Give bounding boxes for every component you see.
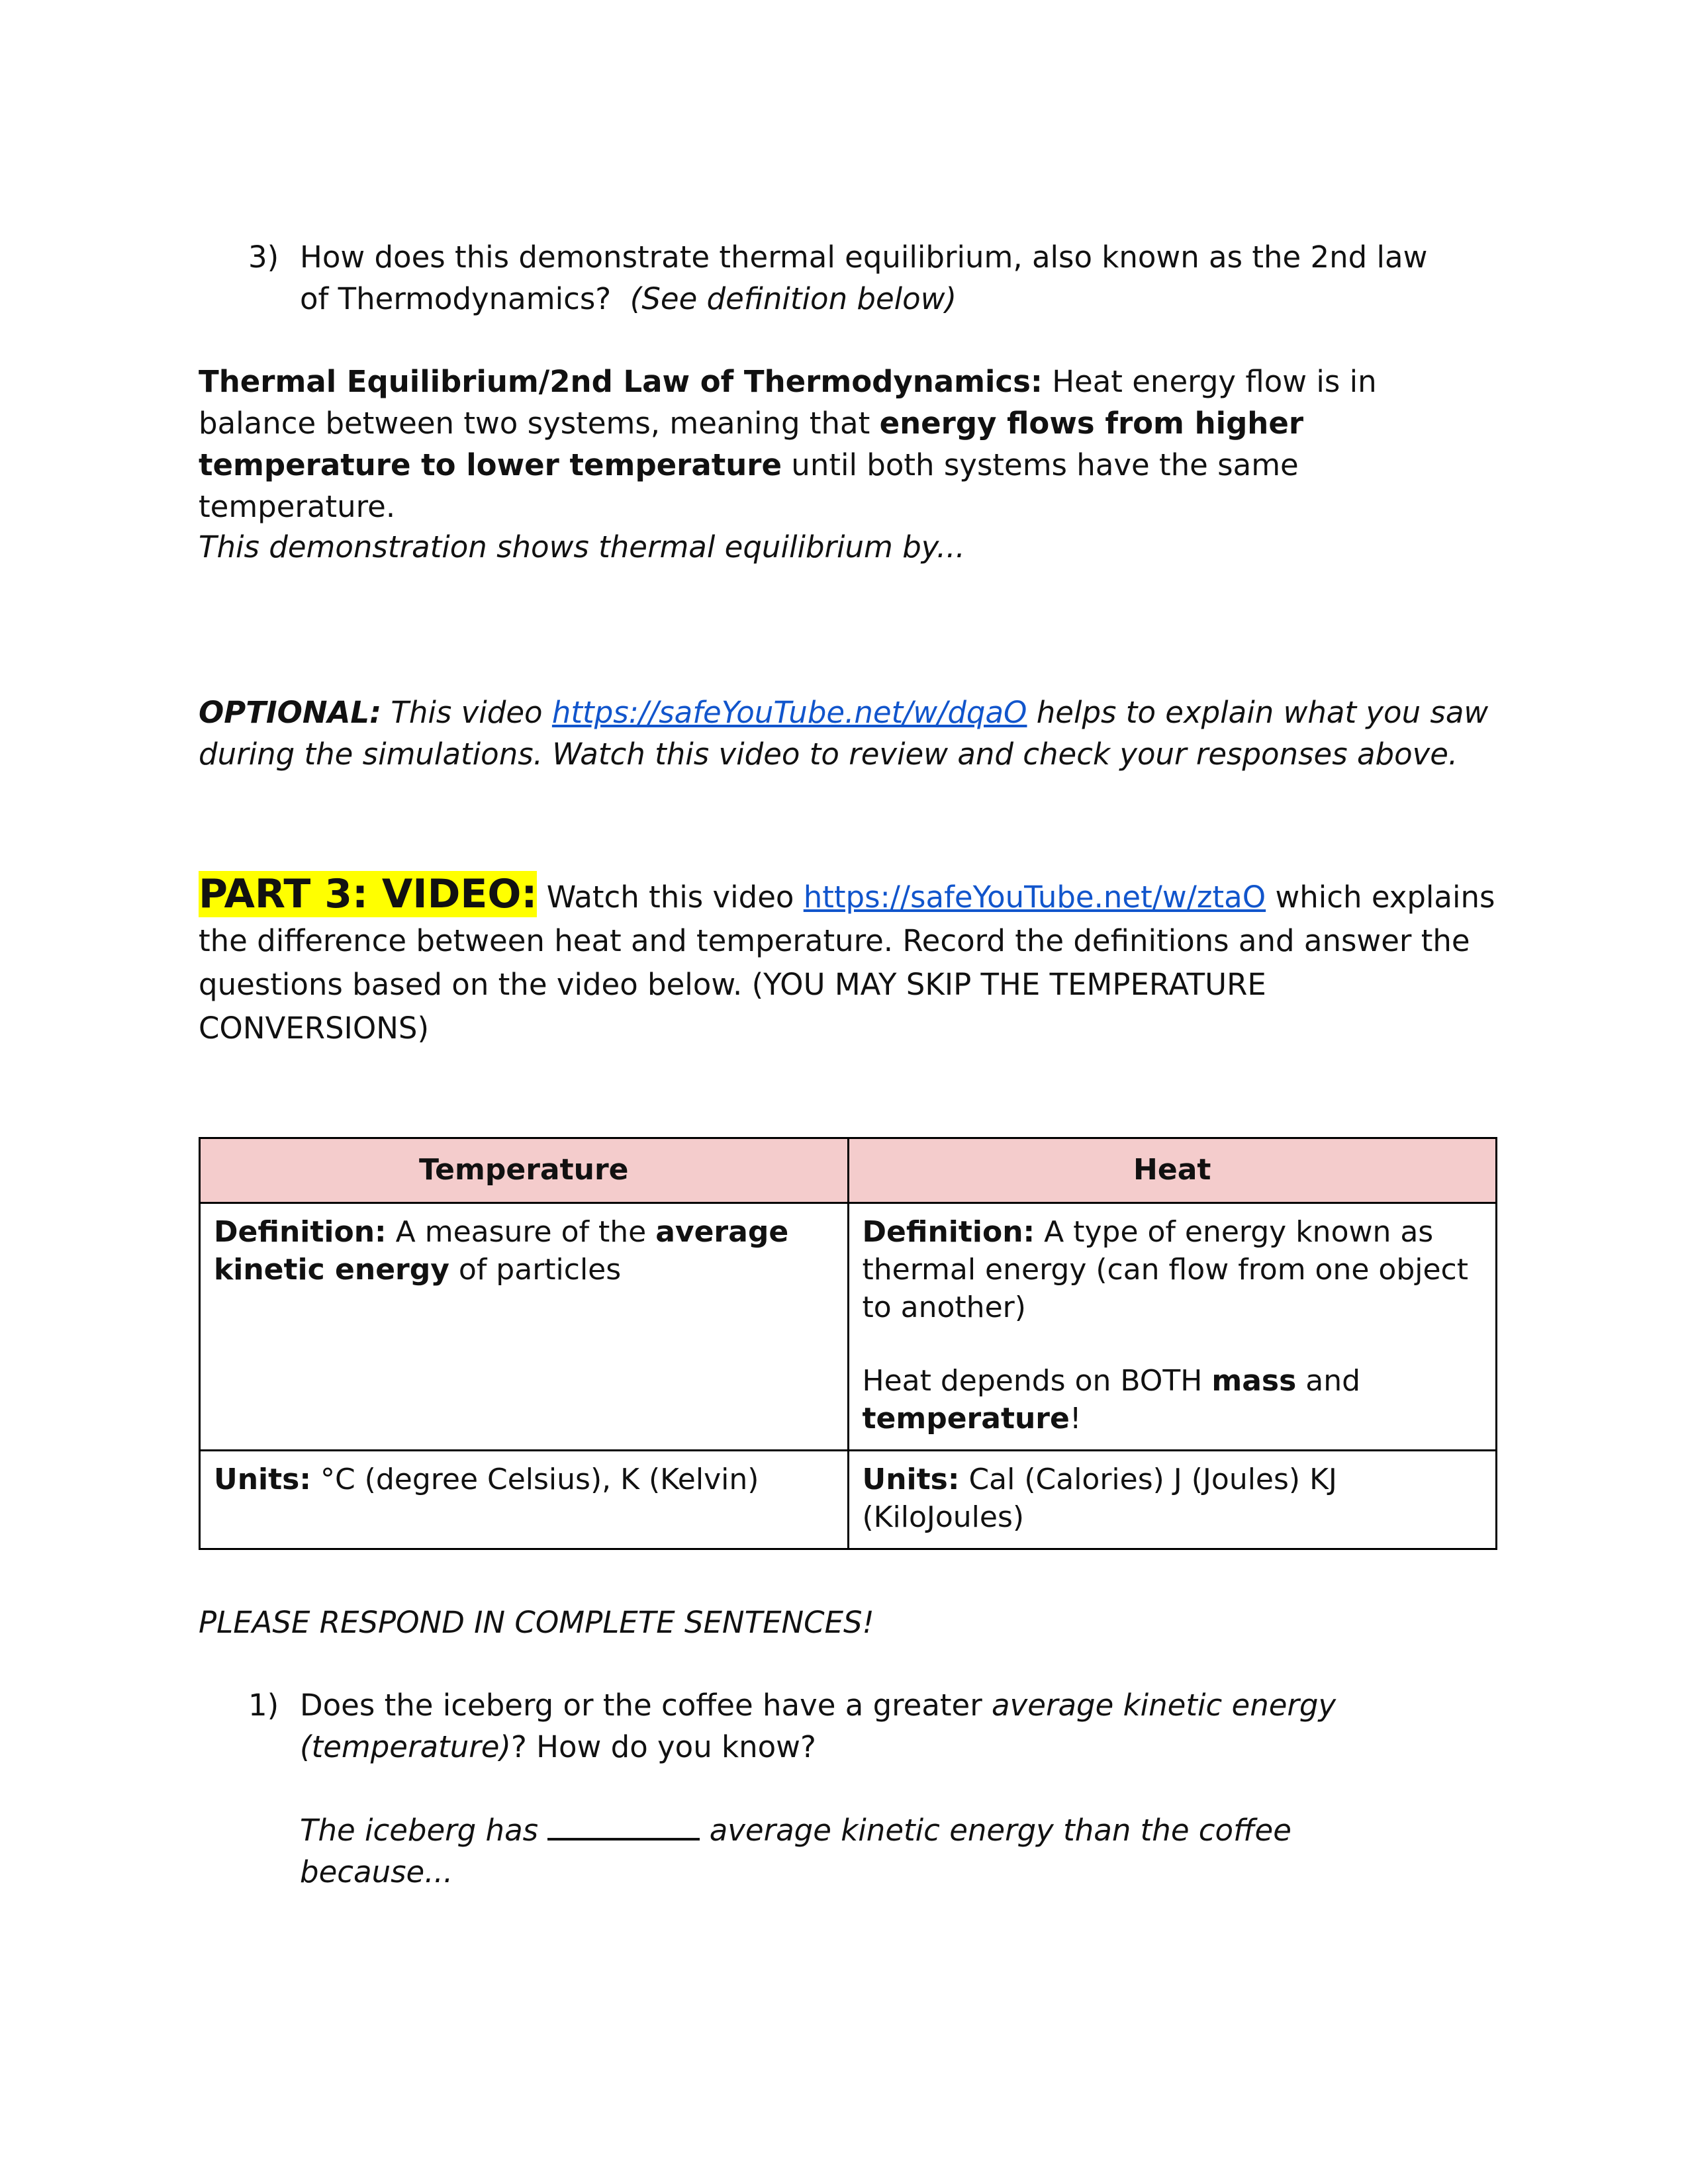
heat-units-cell — [848, 1451, 1497, 1549]
part-3-text-before: Watch this video — [537, 880, 804, 915]
question-1-italic: average kinetic energy (temperature) — [300, 1688, 1336, 1764]
temperature-definition-text-1: A measure of the — [386, 1215, 656, 1249]
temperature-definition-bold: average kinetic energy — [214, 1215, 789, 1287]
definition-bold: energy flows from higher temperature to lower temperature — [199, 406, 1304, 482]
optional-label: OPTIONAL: — [199, 695, 382, 730]
temperature-units-text: °C (degree Celsius), K (Kelvin) — [310, 1463, 759, 1496]
temperature-definition-cell — [200, 1203, 849, 1451]
table-row-definitions — [200, 1203, 1497, 1451]
table-row-units — [200, 1451, 1497, 1549]
optional-video-note — [199, 692, 1496, 775]
table-header-row — [200, 1138, 1497, 1203]
heat-definition-text-1: A type of energy known as thermal energy (can flow from one object to another) — [862, 1215, 1468, 1324]
heat-units-label: Units: — [862, 1463, 960, 1496]
heat-definition-text-2: Heat depends on BOTH — [862, 1364, 1212, 1398]
respond-note: PLEASE RESPOND IN COMPLETE SENTENCES! — [199, 1605, 874, 1640]
heat-units-text: Cal (Calories) J (Joules) KJ (KiloJoules) — [862, 1463, 1337, 1534]
optional-text-before: This video — [381, 695, 552, 730]
temperature-units-cell — [200, 1451, 849, 1549]
part-3-section — [199, 872, 1496, 1050]
heat-definition-and: and — [1296, 1364, 1361, 1398]
question-3-text: How does this demonstrate thermal equilibrium, also known as the 2nd law of Thermodynamics? — [300, 240, 1428, 316]
question-3-hint: (See definition below) — [630, 281, 957, 316]
optional-video-link[interactable]: https://safeYouTube.net/w/dqaO — [551, 695, 1027, 730]
heat-definition-line-1 — [863, 1213, 1483, 1326]
definition-text-1: Heat energy flow is in balance between two systems, meaning that — [199, 364, 1377, 441]
optional-text-after: helps to explain what you saw during the simulations. Watch this video to review and check your responses above. — [199, 695, 1489, 772]
answer-text-before: The iceberg has — [300, 1813, 548, 1848]
answer-text-after: average kinetic energy than the coffee because... — [300, 1813, 1291, 1889]
heat-definition-mass: mass — [1211, 1364, 1297, 1398]
temperature-header: Temperature — [200, 1138, 849, 1203]
part-3-video-link[interactable]: https://safeYouTube.net/w/ztaO — [803, 880, 1266, 915]
temperature-units-label: Units: — [214, 1463, 311, 1496]
heat-temperature-table — [199, 1137, 1497, 1550]
question-1-text-2: ? How do you know? — [510, 1729, 816, 1764]
definition-term: Thermal Equilibrium/2nd Law of Thermodynamics: — [199, 364, 1043, 399]
heat-definition-line-2 — [863, 1362, 1483, 1437]
definition-text-2: until both systems have the same temperature. — [199, 447, 1299, 524]
part-3-heading: PART 3: VIDEO: — [199, 871, 538, 917]
question-1-answer-starter — [248, 1809, 1440, 1893]
temperature-definition-label: Definition: — [214, 1215, 387, 1249]
question-3 — [248, 236, 1440, 320]
thermal-equilibrium-definition — [199, 361, 1496, 527]
part-3-text-after: which explains the difference between heat and temperature. Record the definitions and answer the questions based on the video below. (YOU MAY SKIP THE TEMPERATURE CONVERSIONS) — [199, 880, 1495, 1046]
heat-definition-exclaim: ! — [1069, 1402, 1082, 1435]
question-1-text-1: Does the iceberg or the coffee have a greater — [300, 1688, 992, 1723]
question-1 — [248, 1684, 1440, 1768]
heat-header: Heat — [848, 1138, 1497, 1203]
heat-definition-label: Definition: — [862, 1215, 1035, 1249]
temperature-definition-text-2: of particles — [449, 1253, 622, 1287]
heat-definition-temperature: temperature — [862, 1402, 1070, 1435]
heat-definition-cell — [848, 1203, 1497, 1451]
demonstration-prompt: This demonstration shows thermal equilibrium by... — [199, 529, 965, 565]
question-1-number: 1) — [248, 1688, 279, 1723]
question-3-number: 3) — [248, 240, 279, 275]
answer-blank[interactable] — [547, 1809, 700, 1841]
